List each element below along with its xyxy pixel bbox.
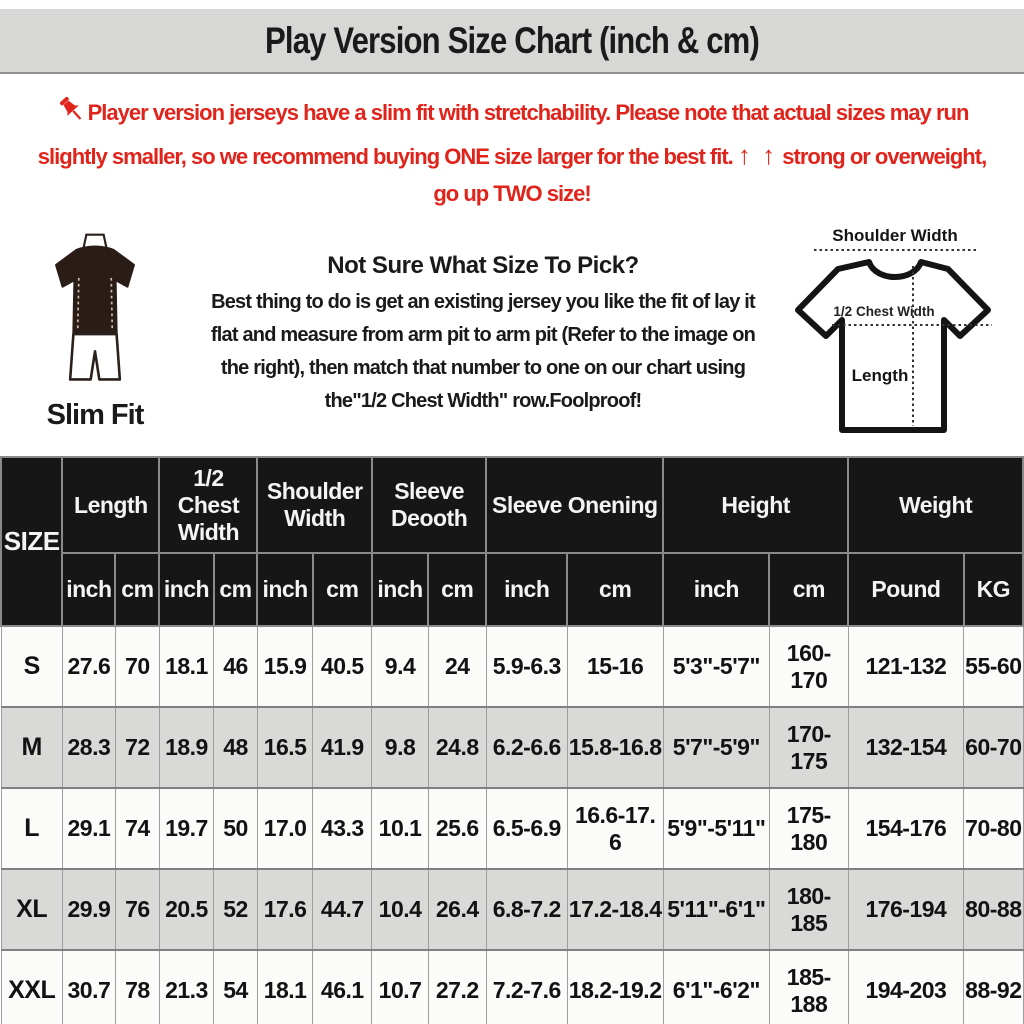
help-body-line: flat and measure from arm pit to arm pit (Refer to the image on (210, 324, 756, 346)
value-cell: 60-70 (964, 707, 1023, 788)
help-heading: Not Sure What Size To Pick? (327, 252, 639, 279)
value-cell: 18.1 (159, 626, 213, 707)
size-pick-help (190, 222, 776, 448)
slim-fit-figure (0, 222, 190, 448)
size-cell: M (1, 707, 62, 788)
value-cell: 6.8-7.2 (486, 869, 567, 950)
value-cell: 9.8 (372, 707, 428, 788)
value-cell: 160-170 (769, 626, 848, 707)
value-cell: 17.2-18.4 (567, 869, 663, 950)
unit-header: inch (486, 553, 567, 626)
warning-line-3: go up TWO size! (433, 181, 591, 206)
value-cell: 10.7 (372, 950, 428, 1024)
value-cell: 9.4 (372, 626, 428, 707)
value-cell: 18.9 (159, 707, 213, 788)
column-group-header: 1/2 Chest Width (159, 457, 257, 553)
table-header (1, 457, 1023, 626)
column-group-header: Height (663, 457, 848, 553)
value-cell: 15.8-16.8 (567, 707, 663, 788)
diagram-chest-width-label: 1/2 Chest Width (833, 304, 935, 319)
value-cell: 17.0 (257, 788, 312, 869)
column-group-header: Sleeve Onening (486, 457, 663, 553)
value-cell: 5'11"-6'1" (663, 869, 769, 950)
value-cell: 194-203 (848, 950, 963, 1024)
size-column-header: SIZE (1, 457, 62, 626)
value-cell: 16.5 (257, 707, 312, 788)
title-banner (0, 9, 1024, 74)
value-cell: 24.8 (428, 707, 486, 788)
unit-header: cm (115, 553, 159, 626)
value-cell: 27.2 (428, 950, 486, 1024)
value-cell: 88-92 (964, 950, 1023, 1024)
help-body-line: the right), then match that number to one on our chart using (220, 357, 746, 379)
unit-header: inch (62, 553, 115, 626)
value-cell: 74 (115, 788, 159, 869)
value-cell: 76 (115, 869, 159, 950)
table-row (1, 950, 1023, 1024)
value-cell: 6.2-6.6 (486, 707, 567, 788)
value-cell: 170-175 (769, 707, 848, 788)
value-cell: 26.4 (428, 869, 486, 950)
unit-header: KG (964, 553, 1023, 626)
help-body-line: the"1/2 Chest Width" row.Foolproof! (324, 390, 642, 412)
unit-header: inch (257, 553, 312, 626)
warning-line-2: slightly smaller, so we recommend buying ONE size larger for the best fit. (37, 144, 733, 169)
unit-header: cm (214, 553, 258, 626)
slim-fit-label: Slim Fit (46, 399, 144, 431)
warning-line-2b: strong or overweight, (782, 144, 987, 169)
value-cell: 17.6 (257, 869, 312, 950)
value-cell: 55-60 (964, 626, 1023, 707)
value-cell: 80-88 (964, 869, 1023, 950)
value-cell: 15.9 (257, 626, 312, 707)
unit-header: Pound (848, 553, 963, 626)
diagram-shoulder-width-label: Shoulder Width (832, 226, 958, 245)
unit-header: cm (567, 553, 663, 626)
table-row (1, 788, 1023, 869)
value-cell: 24 (428, 626, 486, 707)
value-cell: 29.1 (62, 788, 115, 869)
size-cell: S (1, 626, 62, 707)
up-arrows: ↑ ↑ (737, 140, 778, 170)
value-cell: 29.9 (62, 869, 115, 950)
unit-header: inch (159, 553, 213, 626)
unit-header: cm (428, 553, 486, 626)
value-cell: 52 (214, 869, 258, 950)
value-cell: 19.7 (159, 788, 213, 869)
value-cell: 54 (214, 950, 258, 1024)
value-cell: 15-16 (567, 626, 663, 707)
table-row (1, 869, 1023, 950)
value-cell: 46.1 (313, 950, 372, 1024)
value-cell: 41.9 (313, 707, 372, 788)
warning-notice (0, 74, 1024, 212)
column-group-header: Weight (848, 457, 1023, 553)
value-cell: 175-180 (769, 788, 848, 869)
unit-header: inch (663, 553, 769, 626)
size-chart-table (0, 456, 1024, 1024)
value-cell: 154-176 (848, 788, 963, 869)
value-cell: 5'9"-5'11" (663, 788, 769, 869)
value-cell: 7.2-7.6 (486, 950, 567, 1024)
size-cell: XXL (1, 950, 62, 1024)
table-row (1, 707, 1023, 788)
value-cell: 176-194 (848, 869, 963, 950)
value-cell: 5'7"-5'9" (663, 707, 769, 788)
diagram-length-label: Length (851, 366, 909, 385)
value-cell: 180-185 (769, 869, 848, 950)
column-group-header: Shoulder Width (257, 457, 371, 553)
page-title: Play Version Size Chart (inch & cm) (265, 19, 759, 61)
value-cell: 121-132 (848, 626, 963, 707)
column-group-header: Sleeve Deooth (372, 457, 486, 553)
measure-diagram (776, 222, 1024, 448)
size-cell: XL (1, 869, 62, 950)
help-body-line: Best thing to do is get an existing jersey you like the fit of lay it (211, 291, 755, 313)
value-cell: 10.4 (372, 869, 428, 950)
value-cell: 132-154 (848, 707, 963, 788)
value-cell: 5.9-6.3 (486, 626, 567, 707)
value-cell: 28.3 (62, 707, 115, 788)
value-cell: 30.7 (62, 950, 115, 1024)
value-cell: 43.3 (313, 788, 372, 869)
value-cell: 5'3"-5'7" (663, 626, 769, 707)
value-cell: 20.5 (159, 869, 213, 950)
value-cell: 18.1 (257, 950, 312, 1024)
value-cell: 25.6 (428, 788, 486, 869)
unit-header: cm (313, 553, 372, 626)
warning-line-1: Player version jerseys have a slim fit with stretchability. Please note that actual sizes may run (87, 100, 969, 125)
unit-header: inch (372, 553, 428, 626)
value-cell: 10.1 (372, 788, 428, 869)
table-body (1, 626, 1023, 1024)
fit-guide-section (0, 222, 1024, 448)
value-cell: 78 (115, 950, 159, 1024)
value-cell: 48 (214, 707, 258, 788)
value-cell: 46 (214, 626, 258, 707)
value-cell: 16.6-17. 6 (567, 788, 663, 869)
pushpin-icon (56, 96, 86, 137)
value-cell: 50 (214, 788, 258, 869)
value-cell: 6.5-6.9 (486, 788, 567, 869)
value-cell: 27.6 (62, 626, 115, 707)
value-cell: 44.7 (313, 869, 372, 950)
value-cell: 72 (115, 707, 159, 788)
mannequin-icon (41, 230, 149, 382)
value-cell: 185-188 (769, 950, 848, 1024)
tshirt-diagram-icon (776, 224, 1014, 444)
value-cell: 70-80 (964, 788, 1023, 869)
table-row (1, 626, 1023, 707)
value-cell: 70 (115, 626, 159, 707)
value-cell: 6'1"-6'2" (663, 950, 769, 1024)
value-cell: 21.3 (159, 950, 213, 1024)
unit-header: cm (769, 553, 848, 626)
value-cell: 18.2-19.2 (567, 950, 663, 1024)
value-cell: 40.5 (313, 626, 372, 707)
column-group-header: Length (62, 457, 159, 553)
size-cell: L (1, 788, 62, 869)
